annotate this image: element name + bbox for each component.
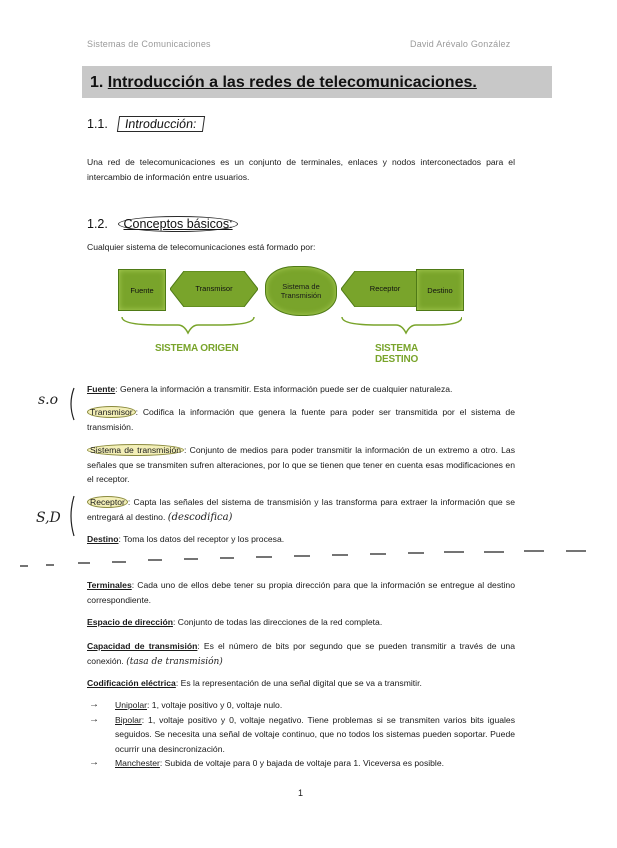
concept-term: Capacidad de transmisión xyxy=(87,641,198,651)
encoding-term: Unipolar xyxy=(115,700,148,710)
concept-fuente xyxy=(87,382,515,397)
concept-term: Transmisor xyxy=(87,406,136,418)
subsection-number: 1.1. xyxy=(87,117,108,131)
concept-text: : Es la representación de una señal digital que se va a transmitir. xyxy=(175,678,422,688)
subsection-1-1-heading xyxy=(87,116,204,132)
diagram-block-transmisor: Transmisor xyxy=(195,284,233,293)
arrow-icon: → xyxy=(89,713,99,725)
handwritten-note: (tasa de transmisión) xyxy=(126,656,223,667)
encoding-term: Manchester xyxy=(115,758,160,768)
page-number: 1 xyxy=(298,788,304,798)
concept-transmisor xyxy=(87,405,515,434)
communication-system-diagram xyxy=(118,263,462,365)
arrow-icon: → xyxy=(89,757,99,768)
concept-text: : Capta las señales del sistema de transmisión y las transforma para extraer la información que se entregará al destino. xyxy=(87,497,515,522)
concept-term: Codificación eléctrica xyxy=(87,678,176,688)
concept-term: Destino xyxy=(87,534,119,544)
concept-terminales xyxy=(87,578,515,607)
margin-note-so: s.o xyxy=(38,392,59,408)
diagram-block-receptor: Receptor xyxy=(369,284,401,293)
list-item xyxy=(89,713,515,757)
concept-text: : Codifica la información que genera la fuente para poder ser transmitida por el sistema de transmisión. xyxy=(87,407,515,432)
diagram-block-sistema: Sistema de Transmisión xyxy=(265,266,337,316)
list-item xyxy=(89,756,515,771)
subsection-1-2-heading xyxy=(87,217,238,231)
concept-term: Sistema de transmisión xyxy=(87,444,184,456)
diagram-block-fuente: Fuente xyxy=(118,269,166,311)
margin-note-sd: S,D xyxy=(36,510,61,526)
section-number: 1. xyxy=(90,74,104,91)
running-header-left: Sistemas de Comunicaciones xyxy=(87,39,211,49)
concept-text: : Conjunto de medios para poder transmitir la información de un extremo a otro. Las señales que se transmiten sufren alteraciones, por lo que se tienen que tener en cuenta esas modificaciones en el receptor. xyxy=(87,445,515,484)
concept-sistema xyxy=(87,443,515,487)
encoding-text: : 1, voltaje positivo y 0, voltaje nulo. xyxy=(147,700,283,710)
subsection-title: Introducción: xyxy=(117,116,205,132)
encoding-text: : 1, voltaje positivo y 0, voltaje negativo. Tiene problemas si se transmiten varios bits iguales seguidos. Se necesita una señal de voltaje continuo, que no todos los sistemas pueden soportar. Puede ocurrir una desincronización. xyxy=(115,714,515,754)
encoding-list xyxy=(89,698,515,771)
encoding-term: Bipolar xyxy=(115,714,142,725)
encoding-text: : Subida de voltaje para 0 y bajada de voltaje para 1. Viceversa es posible. xyxy=(159,758,445,768)
margin-bracket xyxy=(66,386,76,422)
arrow-icon: → xyxy=(89,699,99,710)
section-heading xyxy=(90,74,477,92)
concept-destino xyxy=(87,532,515,547)
diagram-group-origin: SISTEMA ORIGEN xyxy=(155,343,239,354)
subsection-title: Conceptos básicos: xyxy=(118,216,237,232)
concept-term: Receptor xyxy=(87,496,128,508)
section-title: Introducción a las redes de telecomunicaciones. xyxy=(107,74,477,91)
concept-text: : Genera la información a transmitir. Esta información puede ser de cualquier naturaleza. xyxy=(115,384,453,394)
concept-text: : Conjunto de todas las direcciones de la red completa. xyxy=(172,617,383,627)
concept-term: Fuente xyxy=(87,384,116,394)
diagram-block-destino: Destino xyxy=(416,269,464,311)
list-item xyxy=(89,698,515,713)
concept-text: : Toma los datos del receptor y los procesa. xyxy=(118,534,285,544)
running-header-right: David Arévalo González xyxy=(410,39,511,49)
margin-bracket xyxy=(66,494,76,538)
intro-paragraph: Una red de telecomunicaciones es un conjunto de terminales, enlaces y nodos interconectados para el intercambio de información entre usuarios. xyxy=(87,157,515,182)
diagram-group-destination: SISTEMA DESTINO xyxy=(375,343,419,365)
concept-capacidad xyxy=(87,639,515,669)
concepts-intro: Cualquier sistema de telecomunicaciones está formado por: xyxy=(87,242,316,252)
subsection-number: 1.2. xyxy=(87,217,108,231)
concept-text: : Es el número de bits por segundo que se pueden transmitir a través de una conexión. xyxy=(87,641,515,666)
concept-text: : Cada uno de ellos debe tener su propia dirección para que la información se entregue al destino correspondiente. xyxy=(87,580,515,605)
handwritten-note: (descodifica) xyxy=(167,511,233,523)
concept-espacio xyxy=(87,615,515,630)
concept-term: Espacio de dirección xyxy=(87,617,173,627)
concept-receptor xyxy=(87,495,515,525)
handdrawn-separator xyxy=(20,548,610,572)
diagram-braces xyxy=(118,315,462,335)
concept-term: Terminales xyxy=(87,580,132,590)
concept-codificacion xyxy=(87,676,515,691)
